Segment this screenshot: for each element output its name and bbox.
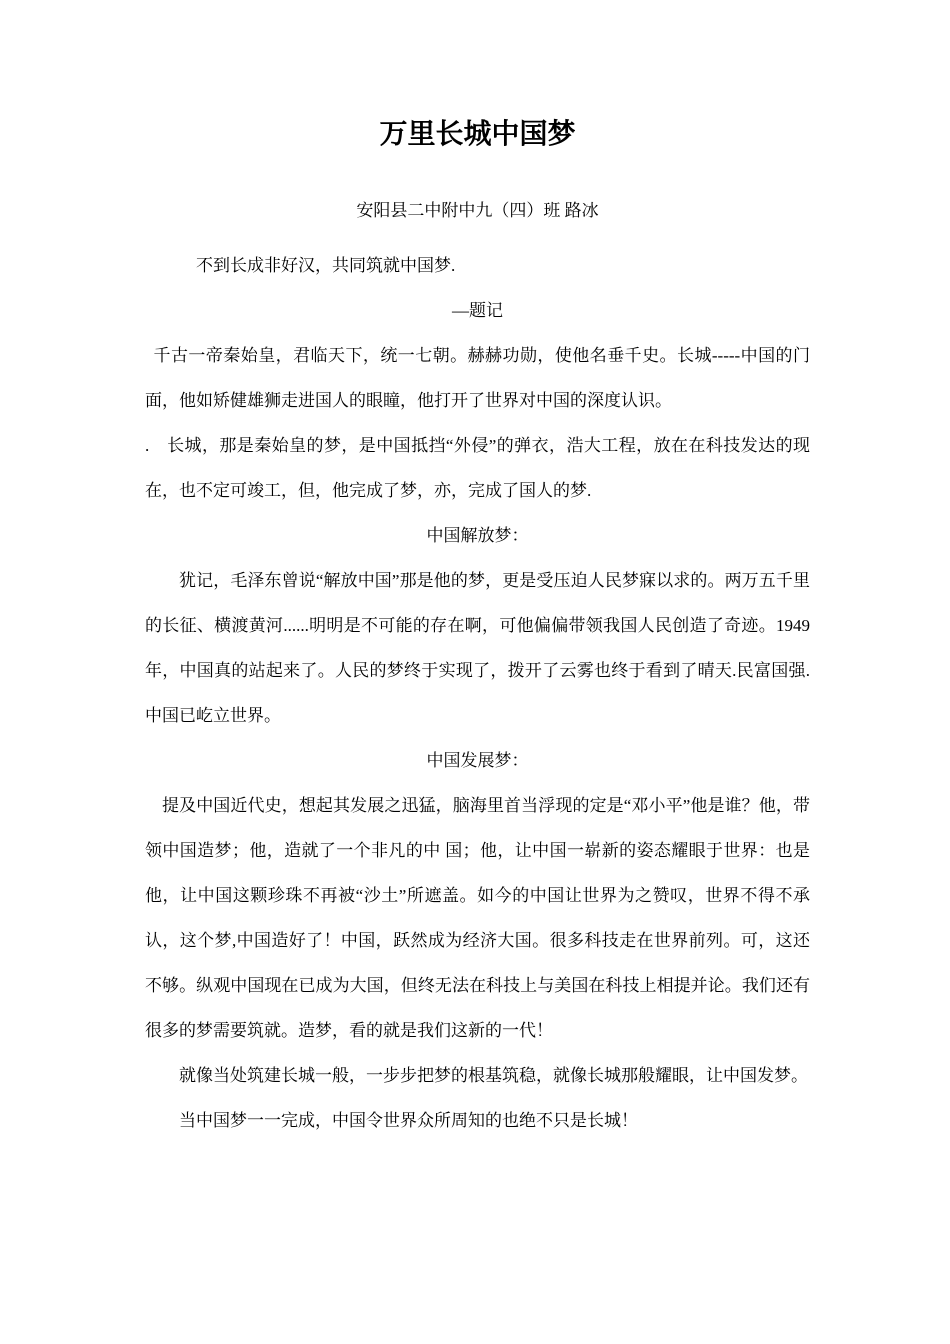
document-title: 万里长城中国梦 <box>379 119 576 150</box>
byline: 安阳县二中附中九（四）班 路冰 <box>356 201 599 220</box>
paragraph-great-wall-dream: . 长城，那是秦始皇的梦，是中国抵挡“外侵”的弹衣，浩大工程，放在在科技发达的现在，也不定可竣工，但，他完成了梦，亦，完成了国人的梦. <box>145 436 810 500</box>
heading-development-dream: 中国发展梦： <box>426 751 529 770</box>
epigraph-label: —题记 <box>452 301 503 320</box>
paragraph-foundation: 就像当处筑建长城一般，一步步把梦的根基筑稳，就像长城那般耀眼，让中国发梦。 <box>179 1066 808 1085</box>
epigraph: 不到长成非好汉，共同筑就中国梦. <box>196 256 456 275</box>
paragraph-development: 提及中国近代史，想起其发展之迅猛，脑海里首当浮现的定是“邓小平”他是谁？他，带领中国造梦；他，造就了一个非凡的中 国；他，让中国一崭新的姿态耀眼于世界：也是他，让中国这颗珍珠不再被“沙土”所遮盖。如今的中国让世界为之赞叹，世界不得不承认，这个梦,中国造好了！中国，跃然成为经济大国。很多科技走在世界前列。可，这还不够。纵观中国现在已成为大国，但终无法在科技上与美国在科技上相提并论。我们还有很多的梦需要筑就。造梦，看的就是我们这新的一代！ <box>145 796 810 1040</box>
paragraph-conclusion: 当中国梦一一完成，中国令世界众所周知的也绝不只是长城！ <box>179 1111 638 1130</box>
paragraph-qin-emperor: 千古一帝秦始皇，君临天下，统一七朝。赫赫功勋，使他名垂千史。长城-----中国的门面，他如矫健雄狮走进国人的眼瞳，他打开了世界对中国的深度认识。 <box>145 346 810 410</box>
heading-liberation-dream: 中国解放梦： <box>426 526 529 545</box>
paragraph-liberation: 犹记，毛泽东曾说“解放中国”那是他的梦，更是受压迫人民梦寐以求的。两万五千里的长征、横渡黄河......明明是不可能的存在啊，可他偏偏带领我国人民创造了奇迹。1949 年，中国真的站起来了。人民的梦终于实现了，拨开了云雾也终于看到了晴天.民富国强.中国已屹立世界。 <box>145 571 810 725</box>
